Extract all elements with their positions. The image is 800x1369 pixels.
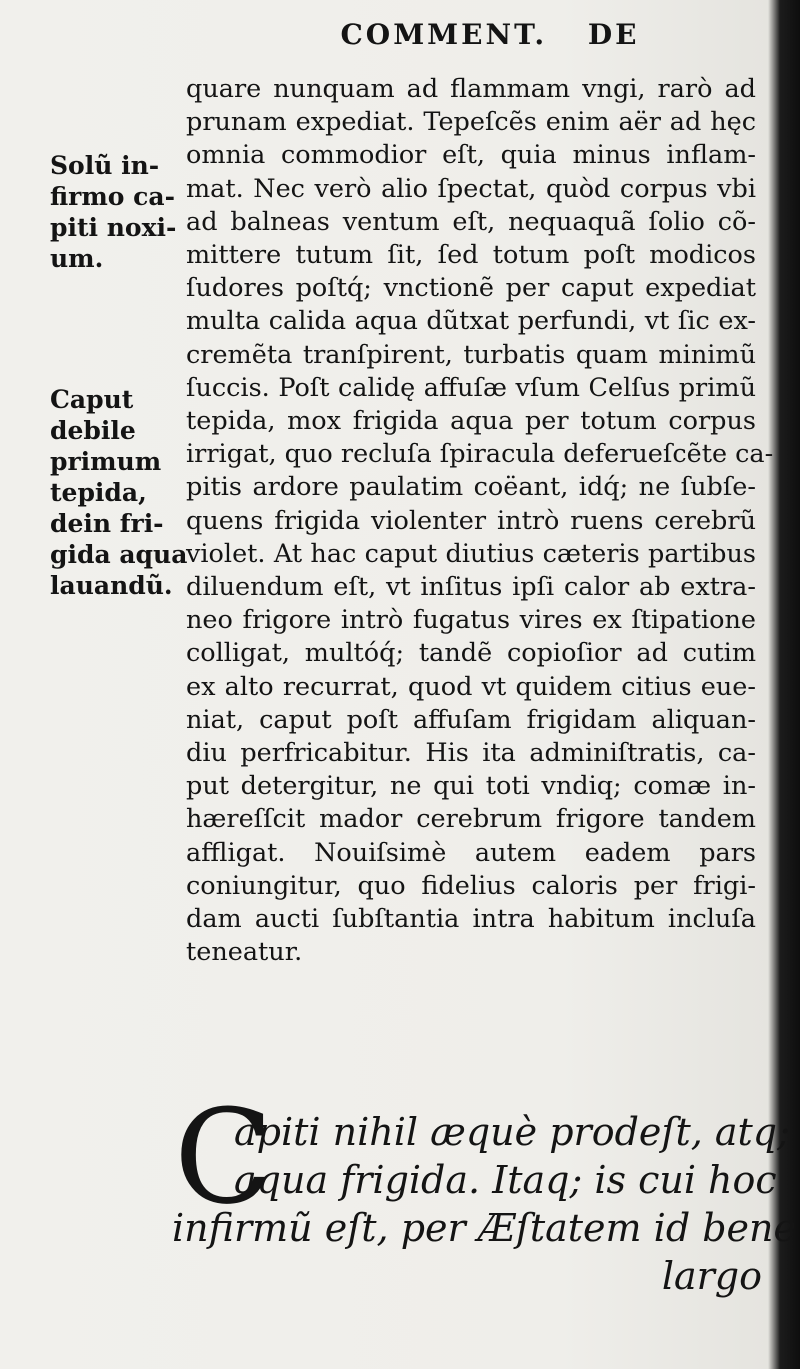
main-text-block: [186, 73, 774, 969]
drop-cap: C: [174, 1081, 274, 1233]
margin-note-line: Solũ in-: [50, 151, 160, 180]
header-de: DE: [587, 18, 640, 51]
text-line: irrigat, quo recluſa ſpiracula deferueſcẽte ca-: [186, 439, 774, 470]
text-line: ad balneas ventum eſt, nequaquã ſolio cõ-: [186, 206, 756, 237]
margin-note-line: um.: [50, 244, 104, 273]
text-line: affligat. Nouiſsimè autem eadem pars: [186, 837, 756, 868]
margin-note-2: [50, 384, 190, 601]
text-line: colligat, multóq́; tandẽ copioſior ad cutim: [186, 638, 756, 669]
italic-line: infirmũ eſt, per Æſtatem id bene: [172, 1206, 796, 1250]
text-line: diu perfricabitur. His ita adminiſtratis, ca-: [186, 738, 756, 769]
text-line: coniungitur, quo fidelius caloris per frigi-: [186, 870, 756, 901]
text-line: ex alto recurrat, quod vt quidem citius eue-: [186, 671, 756, 702]
text-line: cremẽta tranſpirent, turbatis quam minimũ: [186, 339, 756, 370]
text-line: diluendum eſt, vt inſitus ipſi calor ab extra-: [186, 572, 756, 603]
margin-note-line: tepida,: [50, 478, 147, 507]
text-line: quare nunquam ad flammam vngi, rarò ad: [186, 74, 756, 104]
margin-note-line: firmo ca-: [50, 182, 175, 211]
margin-note-line: piti noxi-: [50, 213, 177, 242]
text-line: quens frigida violenter intrò ruens cerebrũ: [186, 505, 756, 536]
italic-line: largo: [661, 1254, 762, 1298]
margin-note-line: lauandũ.: [50, 571, 173, 600]
margin-note-1: [50, 150, 190, 274]
margin-note-line: dein fri-: [50, 509, 164, 538]
italic-paragraph: [172, 1108, 796, 1300]
margin-note-line: gida aqua: [50, 540, 188, 569]
italic-line: aqua frigida. Itaq; is cui hoc: [234, 1158, 777, 1202]
margin-note-line: Caput: [50, 385, 134, 414]
text-line: ſudores poſtq́; vnctionẽ per caput expediat: [186, 273, 756, 304]
text-line: multa calida aqua dũtxat perfundi, vt ſic ex-: [186, 306, 756, 337]
italic-line: apiti nihil æquè prodeſt, atq;: [234, 1110, 790, 1154]
text-line: prunam expediat. Tepeſcẽs enim aër ad hęc: [186, 107, 756, 138]
text-line: niat, caput poſt affuſam frigidam aliquan-: [186, 704, 756, 735]
text-line: dam aucti ſubſtantia intra habitum incluſa: [186, 904, 756, 935]
header-comment: COMMENT.: [340, 18, 548, 51]
text-line: mittere tutum ſit, ſed totum poſt modicos: [186, 240, 756, 271]
margin-note-line: primum: [50, 447, 162, 476]
text-line: neo frigore intrò fugatus vires ex ſtipatione: [186, 605, 756, 636]
text-line: put detergitur, ne qui toti vndiq; comæ in-: [186, 771, 756, 802]
text-line: mat. Nec verò alio ſpectat, quòd corpus vbi: [186, 173, 756, 204]
text-line: ſuccis. Poſt calidę affuſæ vſum Celſus primũ: [186, 372, 756, 403]
margin-note-line: debile: [50, 416, 136, 445]
text-line: omnia commodior eſt, quia minus inflam-: [186, 140, 756, 171]
text-line: hæreſſcit mador cerebrum frigore tandem: [186, 804, 756, 835]
text-line: tepida, mox frigida aqua per totum corpus: [186, 406, 756, 437]
text-line: pitis ardore paulatim coëant, idq́; ne ſubſe-: [186, 472, 756, 503]
text-line: violet. At hac caput diutius cæteris partibus: [186, 538, 756, 569]
text-line: teneatur.: [186, 937, 303, 968]
running-header: [0, 18, 800, 51]
